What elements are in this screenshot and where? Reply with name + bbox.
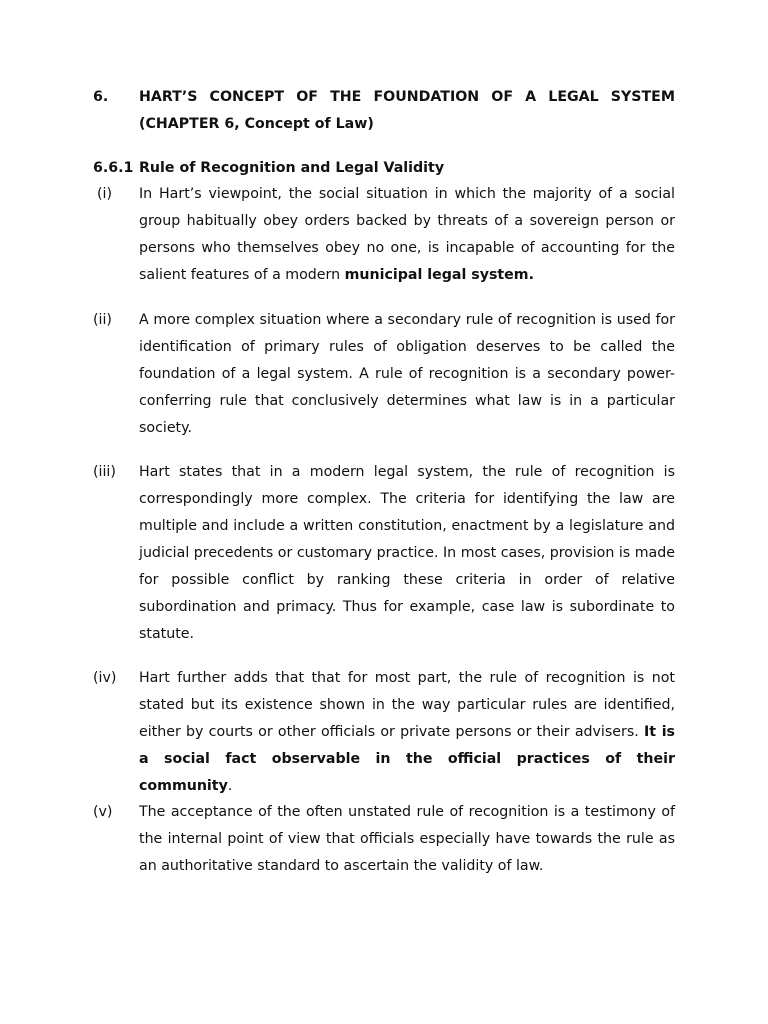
item-text: The acceptance of the often unstated rule of recognition is a testimony of the internal point of view that officials especially have towards the rule as an authoritative standard to ascertain the validity of law. <box>139 804 675 874</box>
subsection-number: 6.6.1 <box>93 160 134 176</box>
item-label: (iv) <box>93 670 117 686</box>
section-title: HART’S CONCEPT OF THE FOUNDATION OF A LEGAL SYSTEM (CHAPTER 6, Concept of Law) <box>139 89 675 132</box>
item-text: A more complex situation where a secondary rule of recognition is used for identification of primary rules of obligation deserves to be called the foundation of a legal system. A rule of recognition is a secondary power-conferring rule that conclusively determines what law is in a particular society. <box>139 312 675 436</box>
item-label: (iii) <box>93 464 116 480</box>
list-item <box>93 181 675 289</box>
item-text: Hart states that in a modern legal system, the rule of recognition is correspondingly more complex. The criteria for identifying the law are multiple and include a written constitution, enactment by a legislature and judicial precedents or customary practice. In most cases, provision is made for possible conflict by ranking these criteria in order of relative subordination and primacy. Thus for example, case law is subordinate to statute. <box>139 464 675 642</box>
subsection-title: Rule of Recognition and Legal Validity <box>139 160 445 176</box>
list-item <box>93 799 675 880</box>
item-body <box>139 307 675 442</box>
item-body <box>139 799 675 880</box>
section-number: 6. <box>93 89 109 105</box>
item-label: (i) <box>97 186 113 202</box>
item-label: (v) <box>93 804 113 820</box>
item-text: In Hart’s viewpoint, the social situation in which the majority of a social group habitually obey orders backed by threats of a sovereign person or persons who themselves obey no one, is incapable of accounting for the salient features of a modern <box>139 186 675 283</box>
item-body <box>139 459 675 648</box>
item-text: Hart further adds that that for most part, the rule of recognition is not stated but its existence shown in the way particular rules are identified, either by courts or other officials or private persons or their advisers. <box>139 670 675 740</box>
item-bold-text: It is a social fact observable in the official practices of their community <box>139 724 676 794</box>
list-item <box>93 665 675 800</box>
item-text-after: . <box>227 778 233 794</box>
item-body <box>139 181 675 289</box>
list-item <box>93 307 675 442</box>
section-heading <box>93 84 675 138</box>
item-bold-text: municipal legal system. <box>344 267 534 283</box>
item-body <box>139 665 675 800</box>
list-item <box>93 459 675 648</box>
subsection-heading <box>93 155 675 182</box>
item-label: (ii) <box>93 312 112 328</box>
